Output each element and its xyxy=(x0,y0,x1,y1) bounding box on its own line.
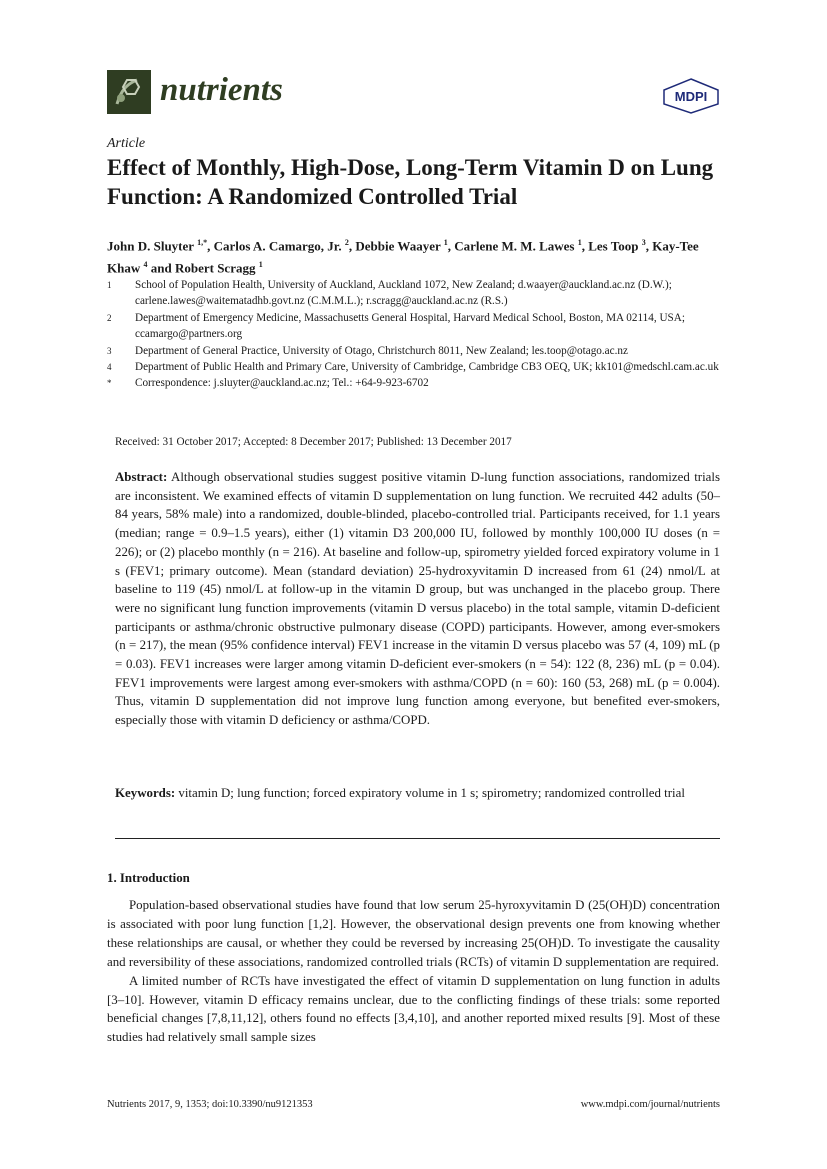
footer-citation: Nutrients 2017, 9, 1353; doi:10.3390/nu9121353 xyxy=(107,1099,313,1110)
affiliation: 4 Department of Public Health and Primary Care, University of Cambridge, Cambridge CB3 OEQ, UK; kk101@medschl.cam.ac.uk xyxy=(107,361,719,374)
affiliations xyxy=(107,277,727,392)
journal-logo-icon xyxy=(107,70,151,114)
section-heading: 1. Introduction xyxy=(107,871,190,885)
abstract: Abstract: Although observational studies suggest positive vitamin D-lung function associations, randomized trials are inconsistent. We examined effects of vitamin D supplementation on lung function. We recruited 442 adults (50–84 years, 58% male) into a randomized, double-blinded, placebo-controlled trial. Participants received, for 1.1 years (median; range = 0.9–1.5 years), either (1) vitamin D3 200,000 IU, followed by monthly 100,000 IU doses (n = 226); or (2) placebo monthly (n = 216). At baseline and follow-up, spirometry yielded forced expiratory volume in 1 s (FEV1; primary outcome). Mean (standard deviation) 25-hydroxyvitamin D increased from 61 (24) nmol/L at baseline to 119 (45) nmol/L at follow-up in the vitamin D group, but was unchanged in the placebo group. There were no significant lung function improvements (vitamin D versus placebo) in the total sample, vitamin D-deficient participants or asthma/chronic obstructive pulmonary disease (COPD) participants. However, among ever-smokers (n = 217), the mean (95% confidence interval) FEV1 increase in the vitamin D versus placebo was 57 (4, 109) mL (p = 0.03). FEV1 increases were larger among vitamin D-deficient ever-smokers (n = 54): 122 (8, 236) mL (p = 0.04). FEV1 improvements were largest among ever-smokers with asthma/COPD (n = 60): 160 (53, 268) mL (p = 0.004). Thus, vitamin D supplementation did not improve lung function among everyone, but benefited ever-smokers, especially those with vitamin D deficiency or asthma/COPD. xyxy=(115,470,720,728)
paragraph: A limited number of RCTs have investigated the effect of vitamin D supplementation on lung function in adults [3–10]. However, vitamin D efficacy remains unclear, due to the conflicting findings of these trials: some reported beneficial changes [7,8,11,12], others found no effects [3,4,10], and another reported mixed results [9]. Most of these studies had relatively small sample sizes xyxy=(107,973,720,1045)
paper-title: Effect of Monthly, High-Dose, Long-Term Vitamin D on Lung Function: A Randomized Controlled Trial xyxy=(107,155,714,209)
paragraph: Population-based observational studies have found that low serum 25-hyroxyvitamin D (25(OH)D) concentration is associated with poor lung function [1,2]. However, the observational design prevents one from knowing whether these relationships are causal, or whether they could be reversed by increasing 25(OH)D. To investigate the causality and reversibility of these associations, randomized controlled trials (RCTs) of vitamin D supplementation are required. xyxy=(107,898,720,969)
journal-name: nutrients xyxy=(160,72,283,108)
mdpi-logo-icon xyxy=(662,78,720,114)
affiliation: 2 Department of Emergency Medicine, Massachusetts General Hospital, Harvard Medical School, Boston, MA 02114, USA; ccamargo@partners.org xyxy=(107,311,685,341)
introduction-body xyxy=(107,896,720,1047)
footer-url[interactable]: www.mdpi.com/journal/nutrients xyxy=(580,1099,720,1110)
affiliation: 3 Department of General Practice, University of Otago, Christchurch 8011, New Zealand; les.toop@otago.ac.nz xyxy=(107,344,628,357)
article-type: Article xyxy=(107,136,146,151)
divider xyxy=(115,838,720,839)
affiliation: 1 School of Population Health, University of Auckland, Auckland 1072, New Zealand; d.waayer@auckland.ac.nz (D.W.); carlene.lawes@waitematadhb.govt.nz (C.M.M.L.); r.scragg@auckland.ac.nz (R.S.) xyxy=(107,279,672,308)
keywords: Keywords: vitamin D; lung function; forced expiratory volume in 1 s; spirometry; randomized controlled trial xyxy=(115,786,685,800)
svg-text:MDPI: MDPI xyxy=(674,89,708,104)
correspondence: * Correspondence: j.sluyter@auckland.ac.nz; Tel.: +64-9-923-6702 xyxy=(107,377,429,390)
received-dates: Received: 31 October 2017; Accepted: 8 December 2017; Published: 13 December 2017 xyxy=(115,436,512,448)
author-list: John D. Sluyter $^{1,*}$, Carlos A. Camargo, Jr. $^2$, Debbie Waayer $^1$, Carlene M. M. Lawes $^1$, Les Toop $^3$, Kay-Tee Khaw $^4$ and Robert Scragg $^1$ xyxy=(107,238,699,276)
